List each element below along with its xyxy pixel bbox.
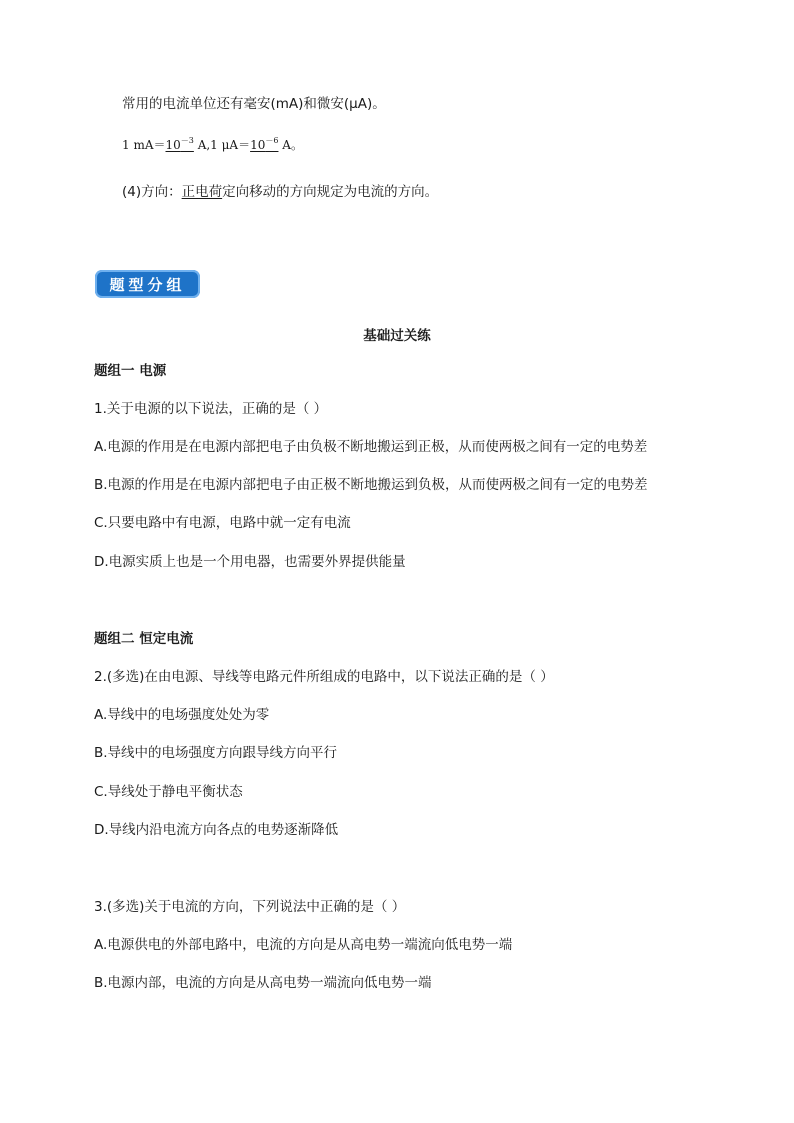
- option-a: A.导线中的电场强度处处为零: [94, 707, 270, 723]
- unit-conversion: [122, 136, 303, 154]
- practice-title: 基础过关练: [363, 328, 431, 344]
- direction-blank: 正电荷: [181, 184, 223, 200]
- option-d: D.导线内沿电流方向各点的电势逐渐降低: [94, 822, 339, 838]
- option-a: A.电源供电的外部电路中，电流的方向是从高电势一端流向低电势一端: [94, 937, 513, 953]
- conv-b-answer: [250, 138, 278, 152]
- option-b: B.电源的作用是在电源内部把电子由正极不断地搬运到负极，从而使两极之间有一定的电势差: [94, 477, 648, 493]
- option-a: A.电源的作用是在电源内部把电子由负极不断地搬运到正极，从而使两极之间有一定的电势差: [94, 439, 648, 455]
- option-d: D.电源实质上也是一个用电器，也需要外界提供能量: [94, 554, 406, 570]
- question-text: 2.(多选)在由电源、导线等电路元件所组成的电路中，以下说法正确的是（ ）: [94, 669, 554, 685]
- group-heading: 题组二 恒定电流: [94, 631, 194, 647]
- direction-prefix: (4)方向：: [122, 184, 182, 200]
- conv-b-suffix: A。: [278, 138, 303, 152]
- conv-a-base: 10: [165, 138, 181, 152]
- conv-a-prefix: 1 mA＝: [122, 138, 166, 152]
- conv-b-exp: －6: [265, 136, 279, 145]
- units-sentence: 常用的电流单位还有毫安(mA)和微安(μA)。: [122, 96, 386, 112]
- option-b: B.导线中的电场强度方向跟导线方向平行: [94, 745, 338, 761]
- question-text: 1.关于电源的以下说法，正确的是（ ）: [94, 401, 328, 417]
- direction-sentence: [122, 183, 438, 201]
- question-text: 3.(多选)关于电流的方向，下列说法中正确的是（ ）: [94, 899, 406, 915]
- direction-suffix: 定向移动的方向规定为电流的方向。: [222, 184, 439, 200]
- option-c: C.只要电路中有电源，电路中就一定有电流: [94, 515, 351, 531]
- option-c: C.导线处于静电平衡状态: [94, 784, 243, 800]
- conv-a-answer: [166, 138, 194, 152]
- section-badge: 题型分组: [95, 270, 200, 298]
- option-b: B.电源内部，电流的方向是从高电势一端流向低电势一端: [94, 975, 432, 991]
- group-heading: 题组一 电源: [94, 363, 167, 379]
- conv-a-exp: －3: [180, 136, 194, 145]
- conv-b-base: 10: [250, 138, 266, 152]
- conv-a-suffix: A,1 μA＝: [193, 138, 251, 152]
